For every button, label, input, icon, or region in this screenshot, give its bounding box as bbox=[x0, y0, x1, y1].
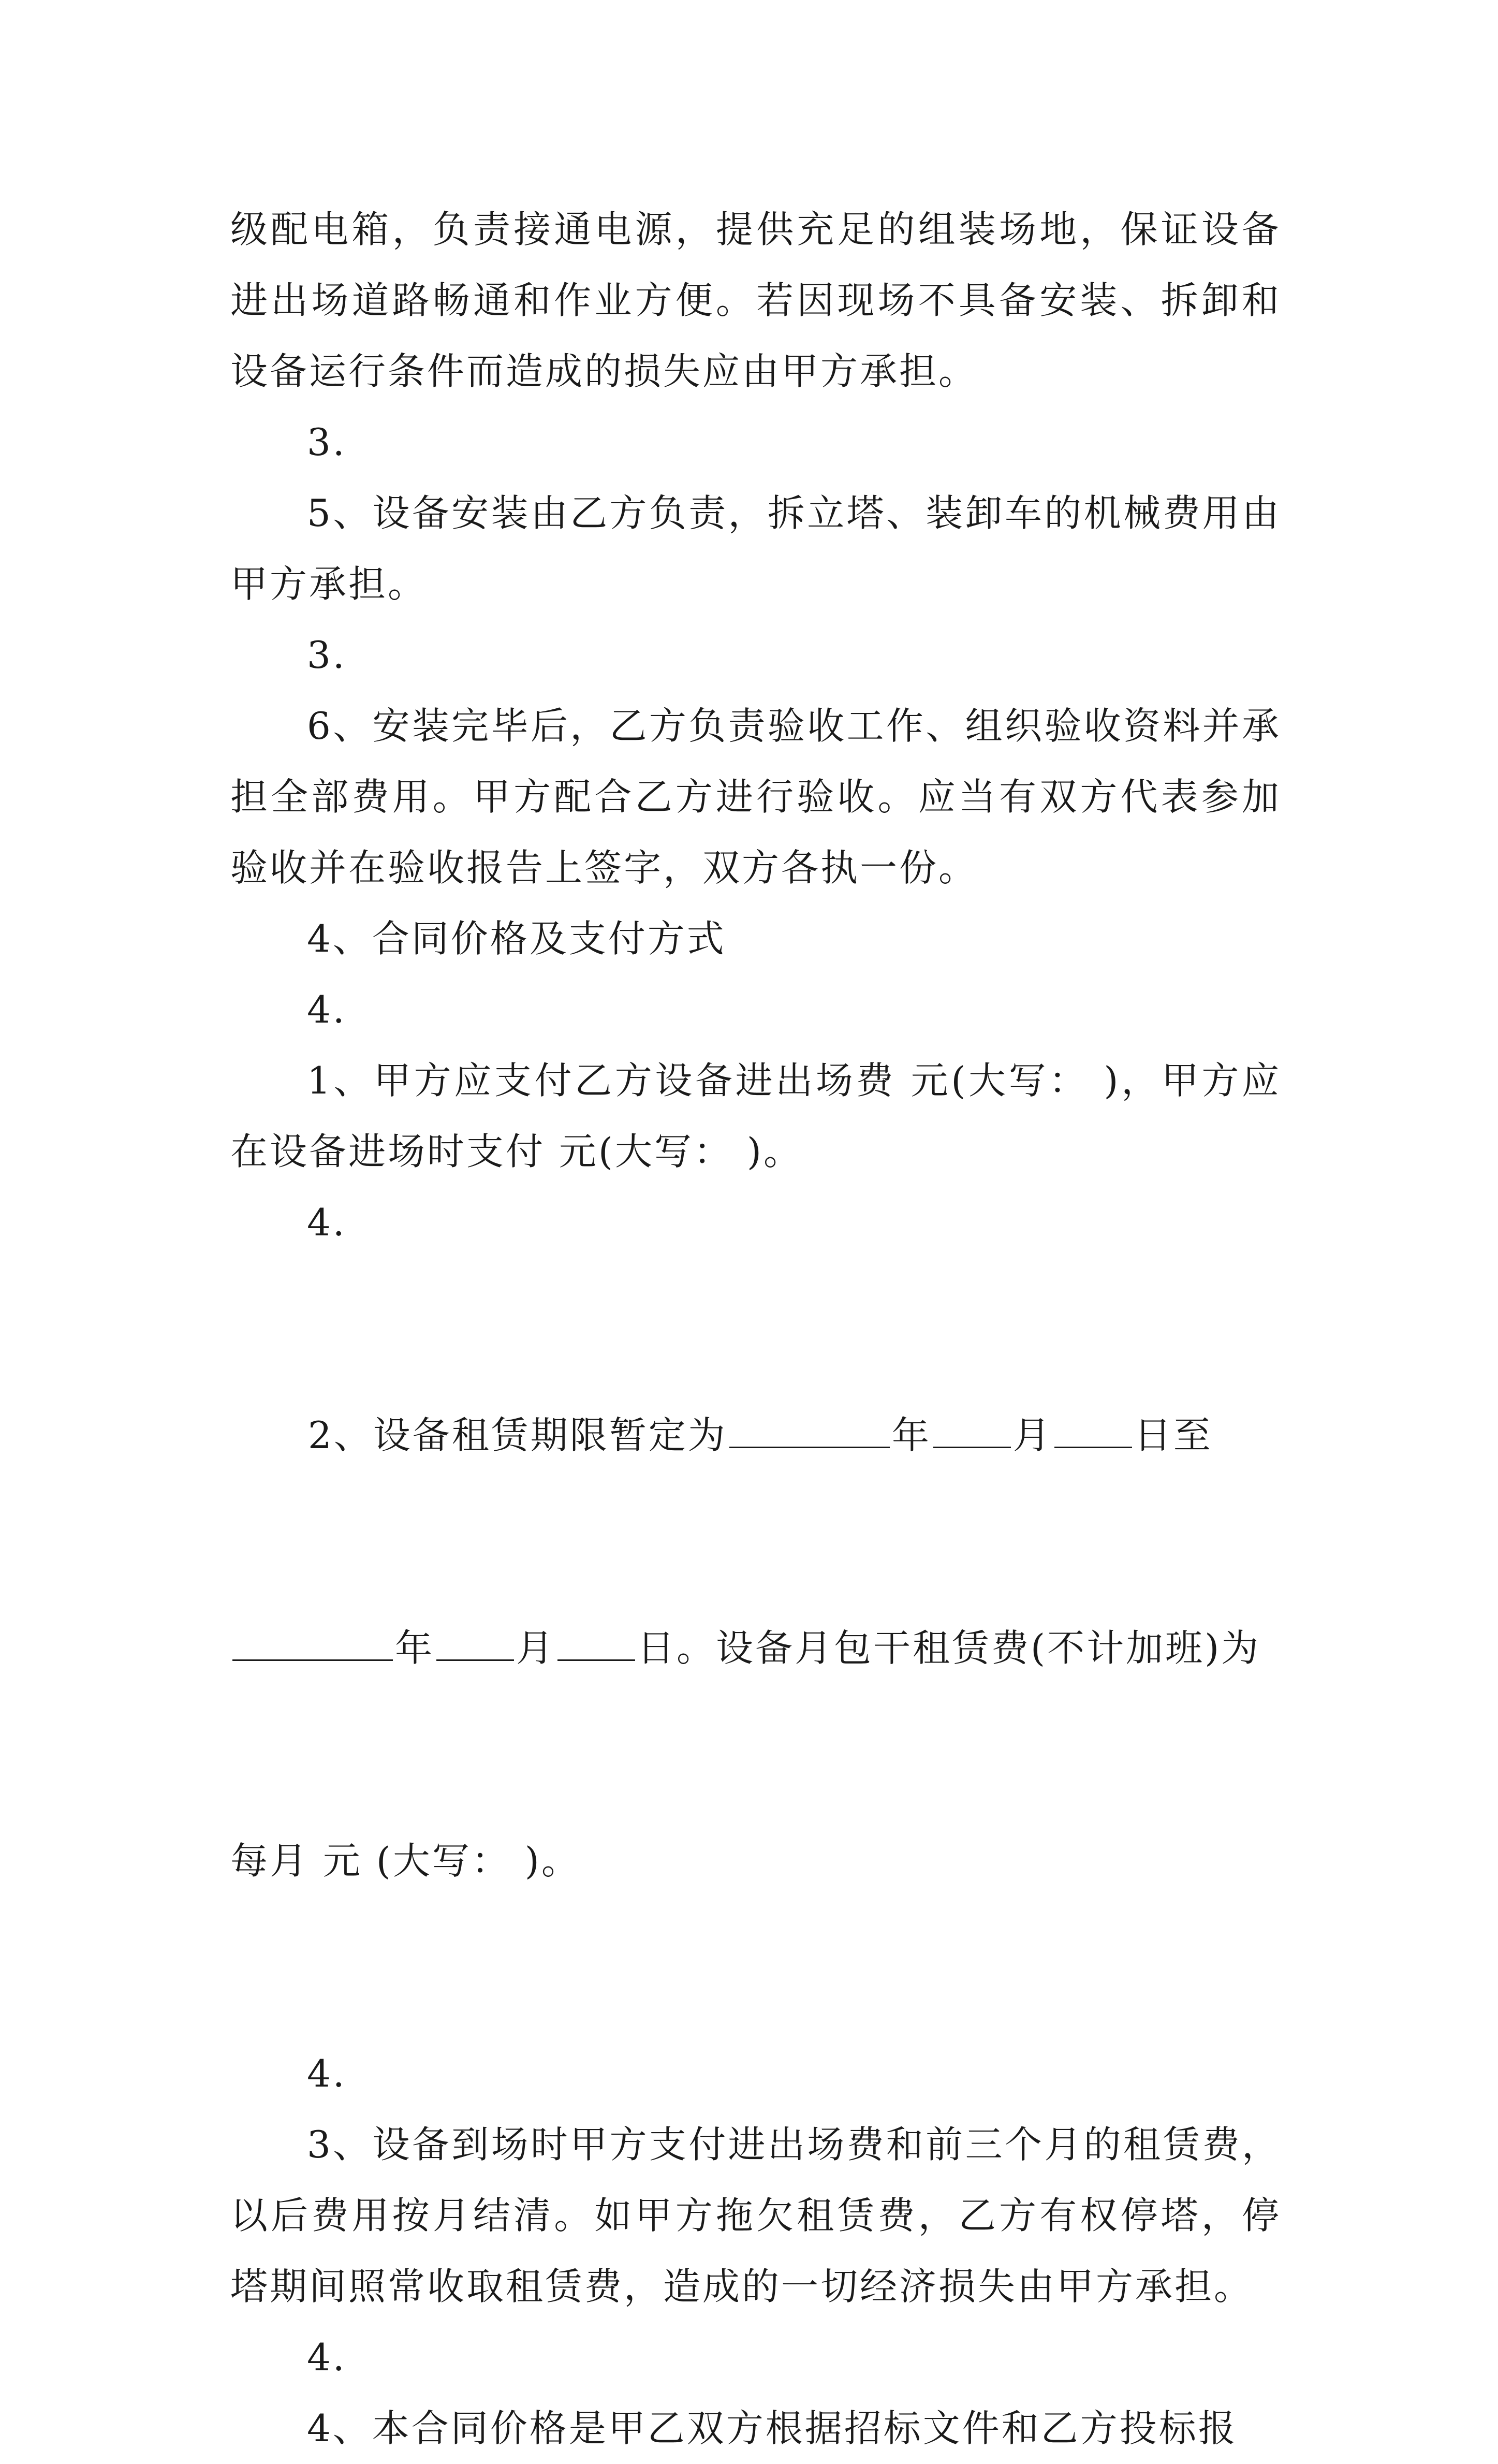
lease-term-paragraph bbox=[230, 1258, 1281, 2038]
document-body bbox=[230, 194, 1281, 2464]
month-label: 月 bbox=[1012, 1413, 1052, 1457]
blank-start-day[interactable] bbox=[1054, 1409, 1132, 1448]
lease-term-line-1 bbox=[230, 1400, 1281, 1471]
paragraph: 4、本合同价格是甲乙双方根据招标文件和乙方投标报 bbox=[307, 2407, 1238, 2450]
day-to-label: 日至 bbox=[1134, 1413, 1213, 1457]
year-label: 年 bbox=[891, 1413, 931, 1457]
section-number: 4. bbox=[307, 2336, 347, 2379]
section-number: 4. bbox=[307, 988, 347, 1031]
paragraph: 5、设备安装由乙方负责，拆立塔、装卸车的机械费用由甲方承担。 bbox=[230, 491, 1281, 606]
paragraph: 级配电箱，负责接通电源，提供充足的组装场地，保证设备进出场道路畅通和作业方便。若因现场不具备安装、拆卸和设备运行条件而造成的损失应由甲方承担。 bbox=[230, 208, 1281, 393]
monthly-fee-text: 日。设备月包干租赁费(不计加班)为 bbox=[637, 1626, 1261, 1670]
section-number: 3. bbox=[307, 633, 347, 677]
month-label: 月 bbox=[516, 1626, 556, 1670]
section-number: 3. bbox=[307, 420, 347, 464]
section-heading: 4、合同价格及支付方式 bbox=[307, 917, 726, 960]
year-label: 年 bbox=[395, 1626, 435, 1670]
section-number: 4. bbox=[307, 1201, 347, 1244]
lease-term-line-2 bbox=[230, 1613, 1281, 1684]
blank-end-day[interactable] bbox=[557, 1622, 635, 1661]
blank-end-month[interactable] bbox=[436, 1622, 514, 1661]
lease-term-label: 2、设备租赁期限暂定为 bbox=[308, 1413, 727, 1457]
lease-term-line-3: 每月 元 (大写： )。 bbox=[230, 1839, 581, 1883]
paragraph: 6、安装完毕后，乙方负责验收工作、组织验收资料并承担全部费用。甲方配合乙方进行验收。应当有双方代表参加验收并在验收报告上签字，双方各执一份。 bbox=[230, 704, 1281, 890]
section-number: 4. bbox=[307, 2052, 347, 2095]
blank-start-year[interactable] bbox=[729, 1409, 890, 1448]
paragraph: 1、甲方应支付乙方设备进出场费 元(大写： )，甲方应在设备进场时支付 元(大写： )。 bbox=[230, 1059, 1281, 1173]
blank-start-month[interactable] bbox=[933, 1409, 1011, 1448]
blank-end-year[interactable] bbox=[232, 1622, 393, 1661]
paragraph: 3、设备到场时甲方支付进出场费和前三个月的租赁费，以后费用按月结清。如甲方拖欠租赁费，乙方有权停塔，停塔期间照常收取租赁费，造成的一切经济损失由甲方承担。 bbox=[230, 2123, 1281, 2308]
